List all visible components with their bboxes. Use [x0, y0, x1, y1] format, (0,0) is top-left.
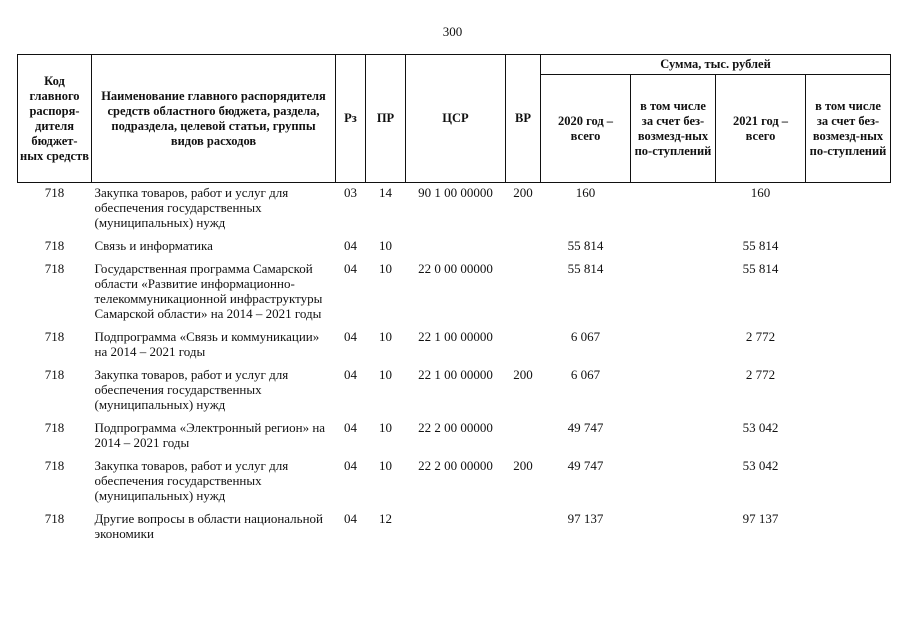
table-row	[18, 367, 891, 420]
table-row	[18, 261, 891, 329]
row-code: 718	[44, 185, 65, 200]
row-2020-total: 160	[575, 185, 596, 200]
table-row	[18, 458, 891, 511]
header-csr: ЦСР	[406, 55, 506, 183]
row-name: Другие вопросы в области национальной экономики	[94, 511, 323, 541]
row-rz: 04	[344, 329, 357, 344]
row-vr: 200	[513, 185, 533, 200]
row-vr	[506, 261, 541, 329]
page-number: 300	[442, 24, 463, 39]
row-pr: 10	[379, 420, 392, 435]
row-2020-free	[631, 329, 716, 367]
row-2020-free	[631, 458, 716, 511]
table-body	[18, 183, 891, 550]
row-code: 718	[44, 420, 65, 435]
row-code: 718	[44, 238, 65, 253]
header-rz: Рз	[336, 55, 366, 183]
row-2021-free	[806, 420, 891, 458]
row-name: Закупка товаров, работ и услуг для обеспечения государственных (муниципальных) нужд	[94, 185, 289, 230]
row-2021-total: 160	[750, 185, 771, 200]
budget-table	[17, 54, 891, 549]
row-2021-free	[806, 367, 891, 420]
row-2021-total: 2 772	[745, 367, 776, 382]
header-vr: ВР	[506, 55, 541, 183]
row-csr: 90 1 00 00000	[418, 185, 493, 200]
row-pr: 10	[379, 261, 392, 276]
row-name: Подпрограмма «Связь и коммуникации» на 2014 – 2021 годы	[94, 329, 320, 359]
row-rz: 04	[344, 511, 357, 526]
row-pr: 10	[379, 238, 392, 253]
header-2021-total: 2021 год – всего	[716, 75, 806, 183]
table-header	[18, 55, 891, 183]
row-vr	[506, 420, 541, 458]
row-2020-total: 6 067	[570, 367, 601, 382]
row-2020-total: 97 137	[567, 511, 604, 526]
row-2021-free	[806, 261, 891, 329]
row-2021-total: 53 042	[742, 420, 779, 435]
header-2020-total: 2020 год – всего	[541, 75, 631, 183]
row-2020-free	[631, 238, 716, 261]
row-name: Государственная программа Самарской области «Развитие информационно-телекоммуникационной инфраструктуры Самарской области» на 2014 – 2021 годы	[94, 261, 323, 321]
row-2020-total: 6 067	[570, 329, 601, 344]
row-csr	[406, 511, 506, 549]
row-vr: 200	[513, 367, 533, 382]
row-rz: 04	[344, 458, 357, 473]
row-code: 718	[44, 367, 65, 382]
row-2020-total: 49 747	[567, 458, 604, 473]
row-vr	[506, 511, 541, 549]
row-code: 718	[44, 261, 65, 276]
row-csr	[406, 238, 506, 261]
row-pr: 10	[379, 458, 392, 473]
row-2021-free	[806, 458, 891, 511]
header-pr: ПР	[366, 55, 406, 183]
row-code: 718	[44, 329, 65, 344]
row-pr: 12	[379, 511, 392, 526]
row-csr: 22 1 00 00000	[418, 329, 493, 344]
row-2020-total: 49 747	[567, 420, 604, 435]
header-2020-free: в том числе за счет без-возмезд-ных по-ступлений	[631, 75, 716, 183]
row-rz: 04	[344, 261, 357, 276]
row-2021-free	[806, 183, 891, 239]
row-2021-total: 55 814	[742, 238, 779, 253]
row-2020-free	[631, 367, 716, 420]
row-pr: 10	[379, 367, 392, 382]
row-name: Закупка товаров, работ и услуг для обеспечения государственных (муниципальных) нужд	[94, 458, 289, 503]
row-name: Подпрограмма «Электронный регион» на 2014 – 2021 годы	[94, 420, 326, 450]
row-2020-free	[631, 420, 716, 458]
row-2020-free	[631, 261, 716, 329]
header-sum: Сумма, тыс. рублей	[541, 55, 891, 75]
row-name: Закупка товаров, работ и услуг для обеспечения государственных (муниципальных) нужд	[94, 367, 289, 412]
row-rz: 04	[344, 420, 357, 435]
row-vr	[506, 238, 541, 261]
row-rz: 03	[344, 185, 357, 200]
row-rz: 04	[344, 238, 357, 253]
table-row	[18, 238, 891, 261]
row-vr: 200	[513, 458, 533, 473]
row-code: 718	[44, 458, 65, 473]
table-row	[18, 183, 891, 239]
row-2021-free	[806, 329, 891, 367]
row-csr: 22 0 00 00000	[418, 261, 493, 276]
row-pr: 14	[379, 185, 392, 200]
row-code: 718	[44, 511, 65, 526]
row-vr	[506, 329, 541, 367]
row-2020-free	[631, 511, 716, 549]
row-2020-free	[631, 183, 716, 239]
row-csr: 22 2 00 00000	[418, 458, 493, 473]
row-2021-total: 53 042	[742, 458, 779, 473]
header-code: Код главного распоря-дителя бюджет-ных средств	[18, 55, 92, 183]
row-2020-total: 55 814	[567, 261, 604, 276]
row-2021-free	[806, 238, 891, 261]
row-2020-total: 55 814	[567, 238, 604, 253]
table-row	[18, 420, 891, 458]
header-name: Наименование главного распорядителя средств областного бюджета, раздела, подраздела, целевой статьи, группы видов расходов	[92, 55, 336, 183]
row-name: Связь и информатика	[94, 238, 213, 253]
row-2021-total: 2 772	[745, 329, 776, 344]
row-pr: 10	[379, 329, 392, 344]
header-2021-free: в том числе за счет без-возмезд-ных по-ступлений	[806, 75, 891, 183]
row-csr: 22 2 00 00000	[418, 420, 493, 435]
row-rz: 04	[344, 367, 357, 382]
row-2021-total: 55 814	[742, 261, 779, 276]
row-2021-free	[806, 511, 891, 549]
row-csr: 22 1 00 00000	[418, 367, 493, 382]
row-2021-total: 97 137	[742, 511, 779, 526]
table-row	[18, 329, 891, 367]
table-row	[18, 511, 891, 549]
